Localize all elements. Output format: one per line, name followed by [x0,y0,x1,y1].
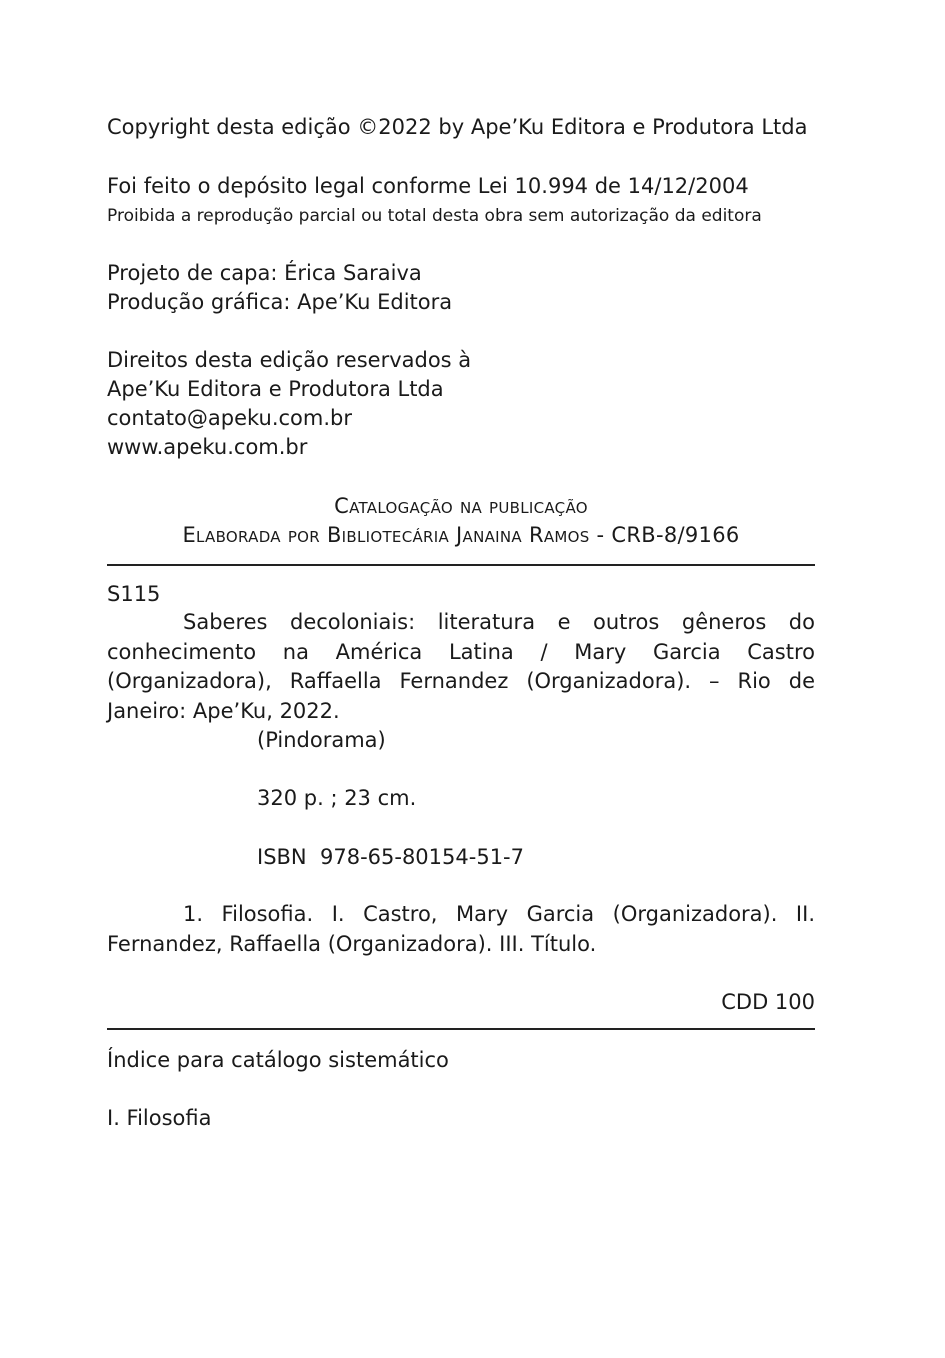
contact-email: contato@apeku.com.br [107,406,352,430]
prohibition-line: Proibida a reprodução parcial ou total desta obra sem autorização da editora [107,206,762,226]
catalog-isbn: ISBN 978-65-80154-51-7 [257,845,524,869]
graphic-credit: Produção gráfica: Ape’Ku Editora [107,290,453,314]
catalog-librarian: Elaborada por Bibliotecária Janaina Ramos - CRB-8/9166 [182,523,740,547]
rights-line-1: Direitos desta edição reservados à [107,348,472,372]
catalog-title: Catalogação na publicação [334,494,588,518]
catalog-subjects [107,900,815,959]
catalog-bottom-rule [107,1028,815,1030]
catalog-cdd: CDD 100 [721,990,815,1014]
catalog-code: S115 [107,582,161,606]
index-item: I. Filosofia [107,1106,212,1130]
legal-deposit-line: Foi feito o depósito legal conforme Lei 10.994 de 14/12/2004 [107,174,749,198]
catalog-pages: 320 p. ; 23 cm. [257,786,417,810]
rights-line-2: Ape’Ku Editora e Produtora Ltda [107,377,444,401]
catalog-series: (Pindorama) [257,728,386,752]
cover-credit: Projeto de capa: Érica Saraiva [107,261,422,285]
catalog-subjects-text: 1. Filosofia. I. Castro, Mary Garcia (Organizadora). II. Fernandez, Raffaella (Organizadora). III. Título. [107,902,815,956]
copyright-line: Copyright desta edição ©2022 by Ape’Ku Editora e Produtora Ltda [107,115,808,139]
catalog-top-rule [107,564,815,566]
website: www.apeku.com.br [107,435,308,459]
catalog-entry [107,608,815,726]
catalog-entry-text: Saberes decoloniais: literatura e outros gêneros do conhecimento na América Latina / Mary Garcia Castro (Organizadora), Raffaella Fernandez (Organizadora). – Rio de Janeiro: Ape’Ku, 2022. [107,610,815,723]
index-title: Índice para catálogo sistemático [107,1048,449,1072]
